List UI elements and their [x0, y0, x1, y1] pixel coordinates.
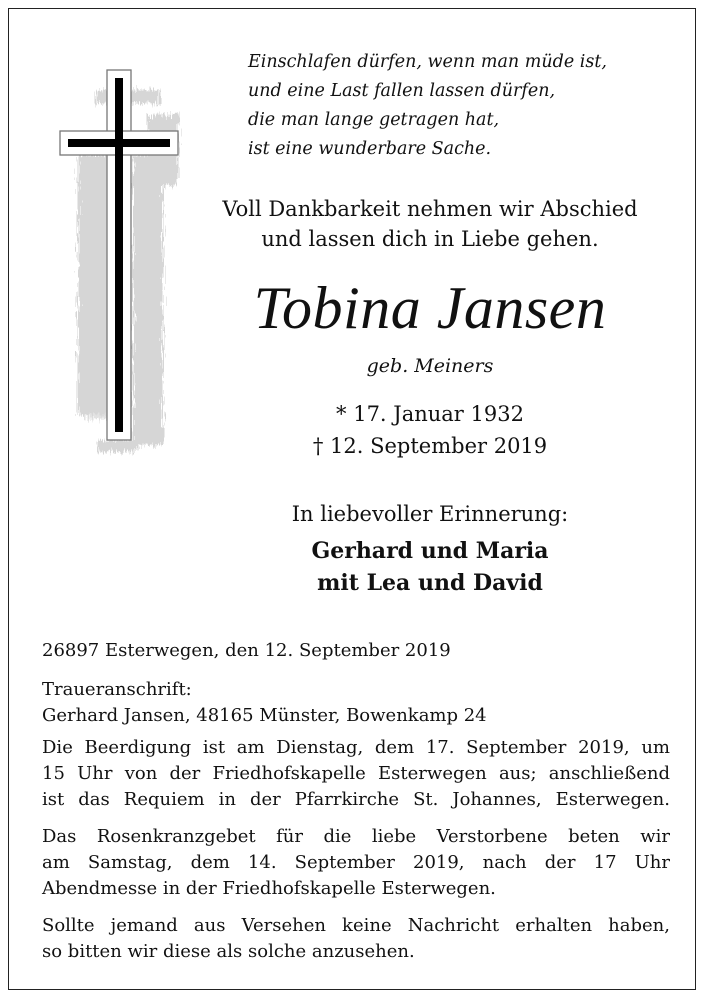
notice-line: Sollte jemand aus Versehen keine Nachricht erhalten haben,	[42, 915, 670, 936]
rosary-line: Das Rosenkranzgebet für die liebe Verstorbene beten wir	[42, 826, 670, 847]
intro-text	[175, 194, 685, 254]
funeral-line: ist das Requiem in der Pfarrkirche St. Johannes, Esterwegen.	[42, 789, 670, 810]
rosary-line: am Samstag, dem 14. September 2019, nach der 17 Uhr	[42, 852, 670, 873]
mourning-address-text: Gerhard Jansen, 48165 Münster, Bowenkamp 24	[42, 705, 487, 726]
place-date-line: 26897 Esterwegen, den 12. September 2019	[42, 640, 451, 661]
funeral-line: 15 Uhr von der Friedhofskapelle Esterwegen aus; anschließend	[42, 763, 670, 784]
family-names	[175, 535, 685, 599]
intro-line: und lassen dich in Liebe gehen.	[261, 227, 599, 251]
cross-illustration	[38, 60, 188, 460]
family-line: mit Lea und David	[317, 570, 543, 596]
mourning-address-label: Traueranschrift:	[42, 679, 192, 700]
poem-line: und eine Last fallen lassen dürfen,	[248, 81, 556, 101]
memory-label: In liebevoller Erinnerung:	[291, 502, 569, 526]
notice-line: so bitten wir diese als solche anzusehen.	[42, 941, 415, 962]
intro-line: Voll Dankbarkeit nehmen wir Abschied	[222, 197, 638, 221]
birth-date: * 17. Januar 1932	[336, 402, 524, 426]
birth-name: geb. Meiners	[366, 355, 494, 377]
funeral-info	[42, 735, 670, 813]
life-dates	[175, 398, 685, 462]
poem-line: ist eine wunderbare Sache.	[248, 139, 492, 159]
notice-info	[42, 913, 670, 965]
rosary-info	[42, 824, 670, 902]
rosary-line: Abendmesse in der Friedhofskapelle Esterwegen.	[42, 878, 496, 899]
place-date	[42, 638, 670, 664]
mourning-address	[42, 677, 670, 729]
family-line: Gerhard und Maria	[311, 538, 549, 564]
poem	[248, 48, 688, 164]
deceased-name: Tobina Jansen	[253, 275, 607, 341]
poem-line: die man lange getragen hat,	[248, 110, 500, 130]
poem-line: Einschlafen dürfen, wenn man müde ist,	[248, 52, 607, 72]
funeral-line: Die Beerdigung ist am Dienstag, dem 17. September 2019, um	[42, 737, 670, 758]
death-date: † 12. September 2019	[312, 434, 548, 458]
cross-icon	[38, 60, 188, 460]
